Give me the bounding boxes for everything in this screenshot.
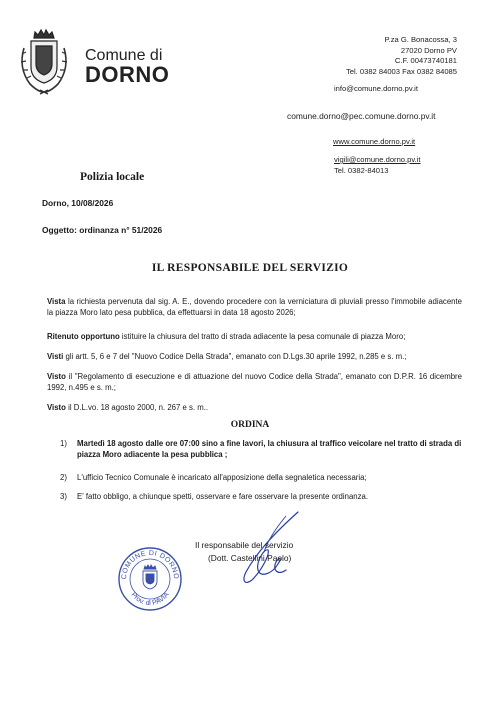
paragraph-text: il "Regolamento di esecuzione e di attuazione del nuovo Codice della Strada", emanato con D.P.R. 16 dicembre 1992, n.495 e s. m.; [47, 372, 462, 392]
vigili-phone: Tel. 0382-84013 [334, 166, 389, 175]
stamp-bottom-text: Prov. di PAVIA [129, 591, 171, 608]
order-text: E' fatto obbligo, a chiunque spetti, osservare e fare osservare la presente ordinanza. [77, 492, 369, 501]
ordina-heading: ORDINA [230, 420, 270, 430]
order-number: 3) [60, 492, 67, 501]
paragraph-lead: Vista [47, 297, 66, 306]
stamp-top-text: COMUNE DI DORNO [120, 549, 180, 580]
paragraph-text: istituire la chiusura del tratto di strada adiacente la pesa comunale di piazza Moro; [119, 332, 406, 341]
paragraph-lead: Ritenuto opportuno [47, 332, 120, 341]
signature-role: Il responsabile del servizio [195, 540, 294, 550]
paragraph [47, 296, 462, 318]
address-block [346, 35, 457, 77]
paragraph-lead: Visto [47, 403, 66, 412]
order-number: 2) [60, 473, 67, 482]
paragraph-text: la richiesta pervenuta dal sig. A. E., dovendo procedere con la verniciatura di pluviali presso l'immobile adiacente la piazza Moro lato pesa pubblica, da effettuarsi in data 18 agosto 2026; [47, 297, 462, 317]
order-item [60, 491, 465, 503]
paragraph-lead: Visto [47, 372, 66, 381]
comune-name: DORNO [85, 62, 170, 87]
paragraph-text: il D.L.vo. 18 agosto 2000, n. 267 e s. m.. [65, 403, 209, 412]
subject-line: Oggetto: ordinanza n° 51/2026 [42, 225, 163, 235]
paragraph [47, 371, 462, 393]
stamp-crest-icon [143, 565, 157, 589]
website-link[interactable]: www.comune.dorno.pv.it [333, 137, 416, 146]
office-name: Polizia locale [80, 171, 145, 183]
address-line: Tel. 0382 84003 Fax 0382 84085 [345, 66, 457, 76]
order-text: L'ufficio Tecnico Comunale è incaricato all'apposizione della segnaletica necessaria; [77, 473, 367, 482]
place-date: Dorno, 10/08/2026 [42, 198, 114, 208]
order-item [60, 472, 465, 484]
paragraph [47, 351, 462, 362]
paragraph [47, 402, 462, 413]
email-link[interactable]: info@comune.dorno.pv.it [334, 84, 418, 93]
comune-label: Comune di [85, 47, 163, 64]
vigili-email-link[interactable]: vigili@comune.dorno.pv.it [334, 155, 421, 164]
paragraph [47, 331, 462, 342]
official-stamp [116, 545, 184, 613]
handwritten-signature [238, 510, 303, 592]
signature-name: (Dott. Castellini Paolo) [208, 553, 292, 563]
address-line: C.F. 00473740181 [394, 56, 457, 65]
order-number: 1) [60, 439, 67, 448]
document-title: IL RESPONSABILE DEL SERVIZIO [151, 262, 349, 274]
paragraph-text: gli artt. 5, 6 e 7 del "Nuovo Codice Della Strada", emanato con D.Lgs.30 aprile 1992, n.285 e s. m.; [63, 352, 407, 361]
address-line: 27020 Dorno PV [400, 45, 457, 55]
address-line: P.za G. Bonacossa, 3 [384, 35, 457, 44]
order-item [60, 438, 465, 462]
coat-of-arms-icon [14, 28, 74, 96]
pec-link[interactable]: comune.dorno@pec.comune.dorno.pv.it [287, 111, 436, 121]
order-text: Martedì 18 agosto dalle ore 07:00 sino a fine lavori, la chiusura al traffico veicolare nel tratto di strada di piazza Moro adiacente la pesa pubblica ; [77, 439, 462, 459]
paragraph-lead: Visti [47, 352, 64, 361]
